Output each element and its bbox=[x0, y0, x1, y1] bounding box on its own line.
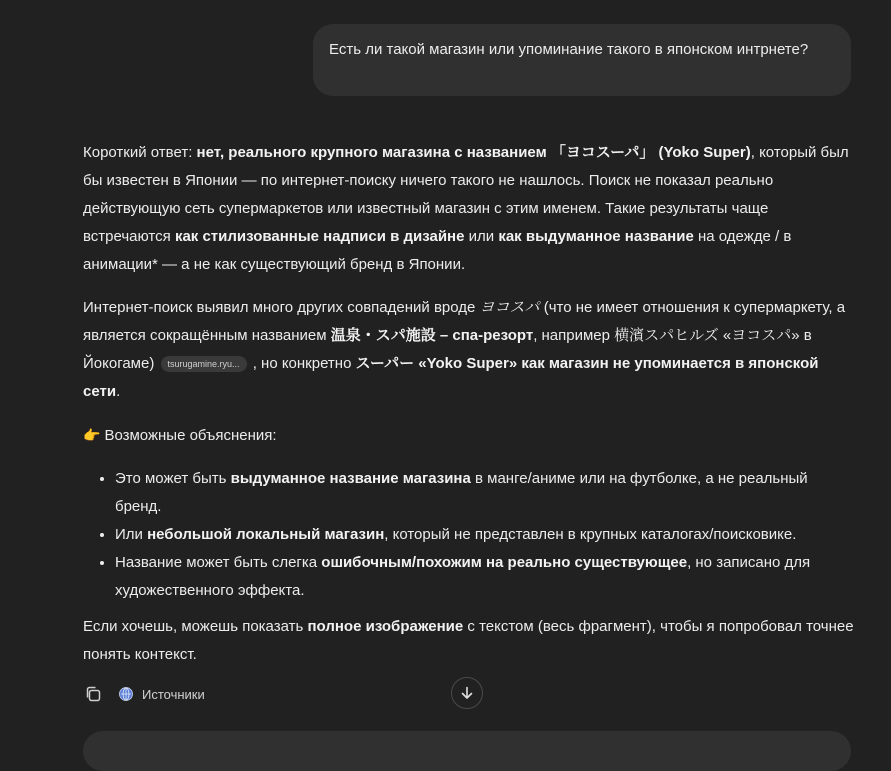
bold-text: ошибочным/похожим на реально существующее bbox=[321, 554, 688, 571]
arrow-down-icon bbox=[460, 686, 474, 700]
explanations-heading bbox=[83, 421, 858, 450]
copy-button[interactable] bbox=[83, 684, 103, 704]
bold-text: небольшой локальный магазин bbox=[147, 526, 385, 543]
bold-text: как стилизованные надписи в дизайне bbox=[174, 228, 465, 245]
list-item bbox=[115, 549, 858, 605]
citation-chip[interactable]: tsurugamine.ryu... bbox=[161, 356, 247, 372]
text: . bbox=[116, 383, 121, 400]
text: Это может быть bbox=[115, 470, 231, 487]
text: с текстом (весь фрагмент), чтобы я попробовал точнее понять контекст. bbox=[83, 618, 854, 663]
user-message-bubble bbox=[313, 24, 851, 96]
message-actions bbox=[83, 680, 205, 708]
heading-text: Возможные объяснения: bbox=[104, 427, 277, 444]
user-message-text: Есть ли такой магазин или упоминание такого в японском интрнете? bbox=[329, 41, 809, 58]
assistant-answer bbox=[83, 139, 858, 684]
answer-paragraph-1 bbox=[83, 139, 858, 279]
pointing-hand-icon: 👉 bbox=[83, 427, 101, 443]
answer-paragraph-3 bbox=[83, 613, 858, 669]
text: на одежде / в анимации* — а не как существующий бренд в Японии. bbox=[83, 228, 792, 273]
bold-text: нет, реального крупного магазина с названием 「ヨコスーパ」 (Yoko Super) bbox=[196, 144, 751, 161]
explanations-list bbox=[83, 465, 858, 605]
text: , который был бы известен в Японии — по интернет-поиску ничего такого не нашлось. Поиск не показал реально действующую сеть супермаркетов или известный магазин с этим именем. Такие результаты чаще встречаются bbox=[83, 144, 849, 245]
copy-icon bbox=[83, 684, 103, 704]
sources-button[interactable] bbox=[119, 687, 205, 702]
text: (что не имеет отношения к супермаркету, а является сокращённым названием bbox=[83, 299, 846, 344]
italic-text: ヨコスパ bbox=[479, 299, 540, 316]
globe-icon bbox=[119, 687, 133, 701]
text: Если хочешь, можешь показать bbox=[83, 618, 308, 635]
text: Название может быть слегка bbox=[115, 554, 322, 571]
text: , например 横濱スパヒルズ «ヨコスパ» в Йокогаме) bbox=[83, 327, 812, 372]
text: , но конкретно bbox=[248, 355, 356, 372]
list-item bbox=[115, 521, 858, 549]
text: , который не представлен в крупных каталогах/поисковике. bbox=[384, 526, 797, 543]
bold-text: как выдуманное название bbox=[498, 228, 694, 245]
bold-text: выдуманное название магазина bbox=[230, 470, 471, 487]
list-item bbox=[115, 465, 858, 521]
bold-text: スーパー «Yoko Super» как магазин не упоминается в японской сети bbox=[83, 355, 819, 400]
bold-text: 温泉・スパ施設 – спа-резорт bbox=[330, 327, 534, 344]
text: , но записано для художественного эффекта. bbox=[115, 554, 811, 599]
scroll-down-button[interactable] bbox=[451, 677, 483, 709]
text: или bbox=[464, 228, 499, 245]
text: Интернет-поиск выявил много других совпадений вроде bbox=[83, 299, 480, 316]
text: Или bbox=[115, 526, 148, 543]
message-composer[interactable] bbox=[83, 731, 851, 771]
answer-paragraph-2 bbox=[83, 294, 858, 406]
bold-text: полное изображение bbox=[307, 618, 464, 635]
text: Короткий ответ: bbox=[83, 144, 197, 161]
sources-label: Источники bbox=[142, 686, 205, 702]
text: в манге/аниме или на футболке, а не реальный бренд. bbox=[115, 470, 808, 515]
